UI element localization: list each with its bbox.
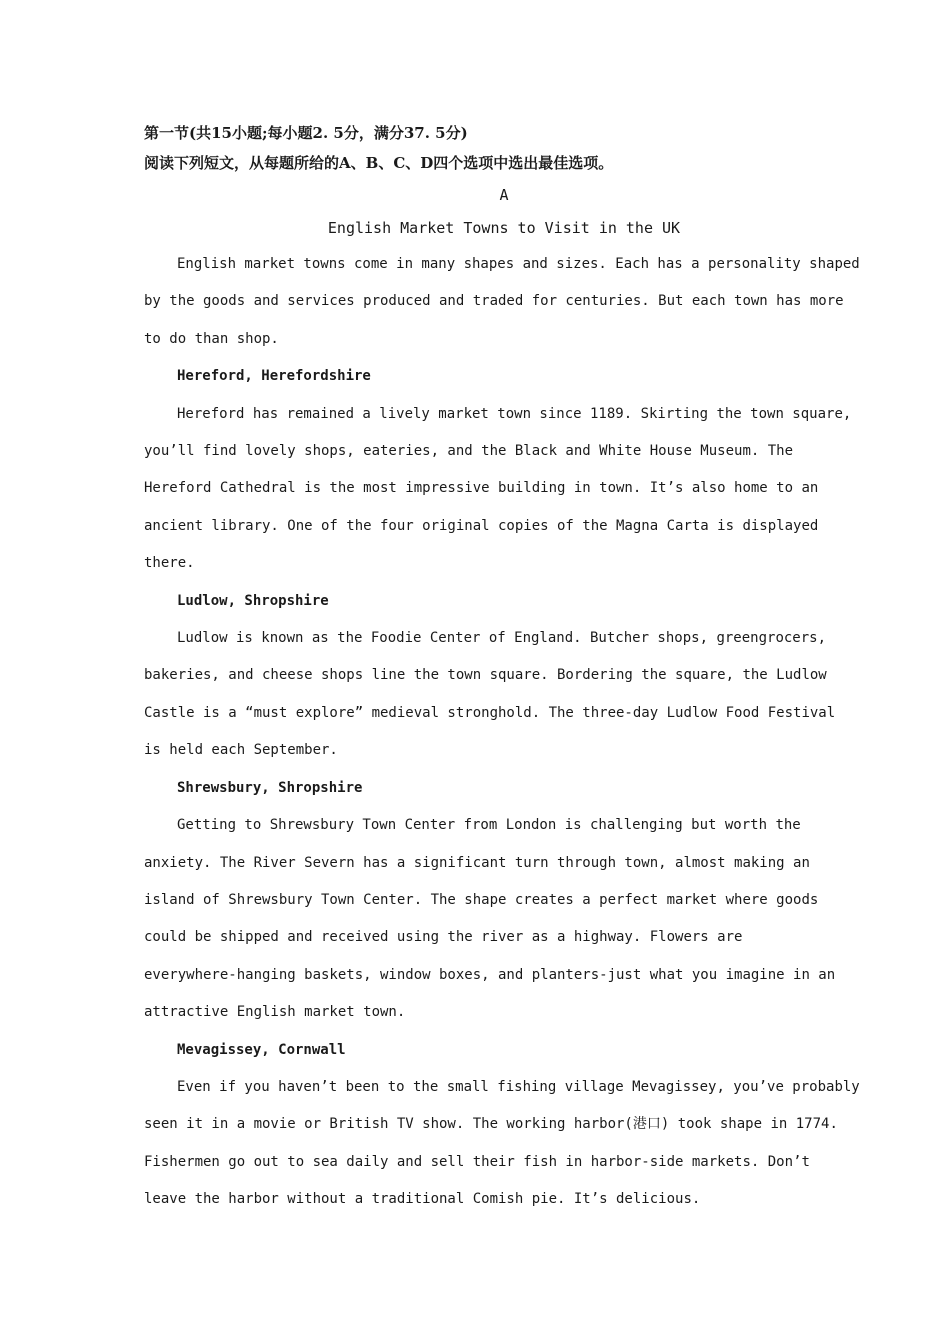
paragraph-line: Hereford Cathedral is the most impressive building in town. It’s also home to an — [144, 480, 819, 497]
paragraph-line: Fishermen go out to sea daily and sell their fish in harbor-side markets. Don’t — [144, 1153, 810, 1170]
paragraph-line: attractive English market town. — [144, 1004, 406, 1021]
paragraph-line: English market towns come in many shapes and sizes. Each has a personality shaped — [177, 256, 860, 272]
paragraph-line: leave the harbor without a traditional Comish pie. It’s delicious. — [144, 1191, 701, 1208]
paragraph-line: Hereford has remained a lively market town since 1189. Skirting the town square, — [177, 405, 852, 422]
section-paragraph-mevagissey — [144, 1069, 864, 1219]
paragraph-line: Getting to Shrewsbury Town Center from London is challenging but worth the — [177, 817, 801, 834]
paragraph-line: could be shipped and received using the river as a highway. Flowers are — [144, 929, 743, 946]
section-paragraph-ludlow — [144, 620, 864, 770]
paragraph-line: is held each September. — [144, 742, 338, 759]
section-heading-ludlow: Ludlow, Shropshire — [177, 592, 329, 609]
passage-title: English Market Towns to Visit in the UK — [327, 219, 681, 237]
paragraph-line: by the goods and services produced and traded for centuries. But each town has more — [144, 293, 844, 310]
section-heading-hereford: Hereford, Herefordshire — [177, 368, 371, 385]
paragraph-line: seen it in a movie or British TV show. The working harbor(港口) took shape in 1774. — [144, 1116, 838, 1133]
paragraph-line: everywhere-hanging baskets, window boxes, and planters-just what you imagine in an — [144, 966, 836, 983]
passage-letter: A — [499, 186, 509, 204]
paragraph-line: anxiety. The River Severn has a significant turn through town, almost making an — [144, 854, 810, 871]
paragraph-line: Even if you haven’t been to the small fishing village Mevagissey, you’ve probably — [177, 1078, 860, 1095]
paragraph-line: you’ll find lovely shops, eateries, and the Black and White House Museum. The — [144, 443, 794, 460]
paragraph-line: Castle is a “must explore” medieval stronghold. The three-day Ludlow Food Festival — [144, 704, 836, 721]
paragraph-line: to do than shop. — [144, 330, 279, 347]
paragraph-line: bakeries, and cheese shops line the town square. Bordering the square, the Ludlow — [144, 667, 827, 684]
section-heading-shrewsbury: Shrewsbury, Shropshire — [177, 779, 363, 796]
reading-instruction: 阅读下列短文，从每题所给的A、B、C、D四个选项中选出最佳选项。 — [144, 154, 614, 172]
section-paragraph-shrewsbury — [144, 807, 864, 1031]
paragraph-line: island of Shrewsbury Town Center. The shape creates a perfect market where goods — [144, 891, 819, 908]
paragraph-line: there. — [144, 555, 195, 572]
document-page — [144, 118, 864, 1219]
intro-paragraph — [144, 246, 864, 358]
paragraph-line: Ludlow is known as the Foodie Center of England. Butcher shops, greengrocers, — [177, 630, 827, 647]
section-heading-mevagissey: Mevagissey, Cornwall — [177, 1041, 346, 1058]
paragraph-line: ancient library. One of the four original copies of the Magna Carta is displayed — [144, 517, 819, 534]
section-instruction: 第一节(共15小题;每小题2. 5分，满分37. 5分) — [144, 124, 468, 142]
section-paragraph-hereford — [144, 396, 864, 583]
